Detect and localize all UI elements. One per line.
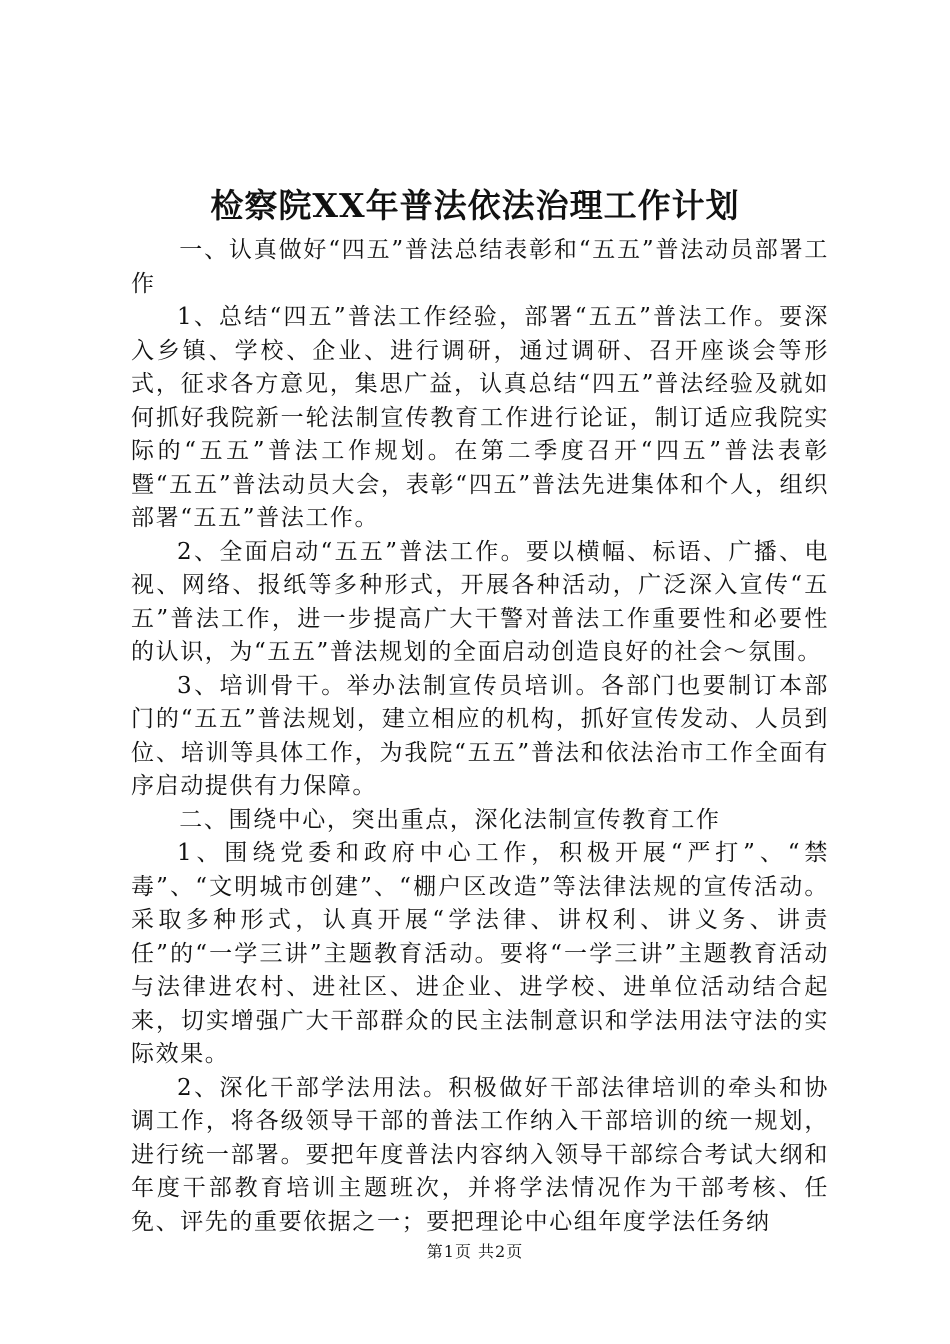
paragraph-2-2: 2、深化干部学法用法。积极做好干部法律培训的牵头和协调工作，将各级领导干部的普法工作纳入干部培训的统一规划，进行统一部署。要把年度普法内容纳入领导干部综合考试大纲和年度干部教育培训主题班次，并将学法情况作为干部考核、任免、评先的重要依据之一；要把理论中心组年度学法任务纳 [131,1074,829,1235]
paragraph-1-3: 3、培训骨干。举办法制宣传员培训。各部门也要制订本部门的“五五”普法规划，建立相应的机构，抓好宣传发动、人员到位、培训等具体工作，为我院“五五”普法和依法治市工作全面有序启动提供有力保障。 [131,672,829,799]
paragraph-2-1: 1、围绕党委和政府中心工作，积极开展“严打”、“禁毒”、“文明城市创建”、“棚户区改造”等法律法规的宣传活动。采取多种形式，认真开展“学法律、讲权利、讲义务、讲责任”的“一学三讲”主题教育活动。要将“一学三讲”主题教育活动与法律进农村、进社区、进企业、进学校、进单位活动结合起来，切实增强广大干部群众的民主法制意识和学法用法守法的实际效果。 [131,840,829,1067]
section-heading-1: 一、认真做好“四五”普法总结表彰和“五五”普法动员部署工作 [131,237,829,297]
page-footer: 第1页 共2页 [426,1242,524,1261]
document-body [131,234,829,1239]
paragraph-1-2: 2、全面启动“五五”普法工作。要以横幅、标语、广播、电视、网络、报纸等多种形式，开展各种活动，广泛深入宣传“五五”普法工作，进一步提高广大干警对普法工作重要性和必要性的认识，为“五五”普法规划的全面启动创造良好的社会～氛围。 [131,538,829,665]
document-title: 检察院XX年普法依法治理工作计划 [210,186,740,225]
paragraph-1-1: 1、总结“四五”普法工作经验，部署“五五”普法工作。要深入乡镇、学校、企业、进行调研，通过调研、召开座谈会等形式，征求各方意见，集思广益，认真总结“四五”普法经验及就如何抓好我院新一轮法制宣传教育工作进行论证，制订适应我院实际的“五五”普法工作规划。在第二季度召开“四五”普法表彰暨“五五”普法动员大会，表彰“四五”普法先进集体和个人，组织部署“五五”普法工作。 [131,304,829,531]
section-heading-2: 二、围绕中心，突出重点，深化法制宣传教育工作 [179,806,721,833]
